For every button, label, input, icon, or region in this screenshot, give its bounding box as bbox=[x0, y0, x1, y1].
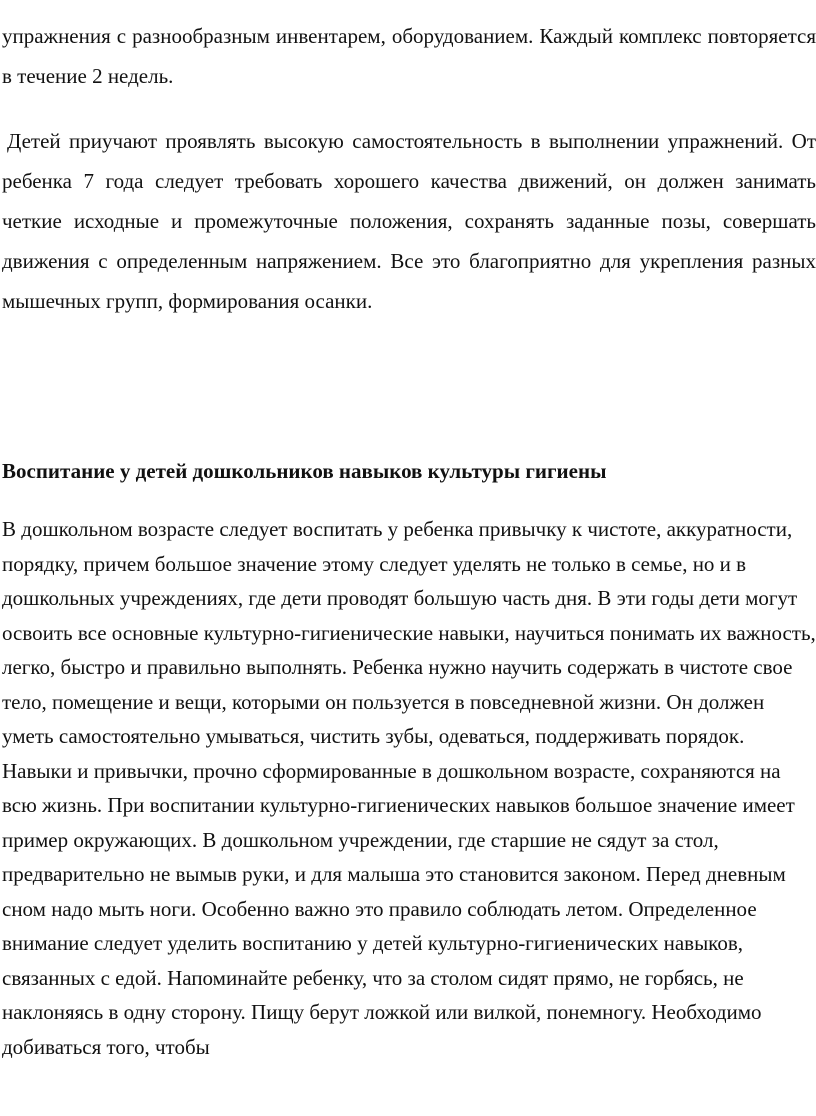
paragraph-independence: Детей приучают проявлять высокую самостоятельность в выполнении упражнений. От ребенка 7 года следует требовать хорошего качества движений, он должен занимать четкие исходные и промежуточные положения, сохранять заданные позы, совершать движения с определенным напряжением. Все это благоприятно для укрепления разных мышечных групп, формирования осанки. bbox=[2, 129, 816, 313]
paragraph-hygiene-skills: В дошкольном возрасте следует воспитать у ребенка привычку к чистоте, аккуратности, порядку, причем большое значение этому следует уделять не только в семье, но и в дошкольных учреждениях, где дети проводят большую часть дня. В эти годы дети могут освоить все основные культурно-гигиенические навыки, научиться понимать их важность, легко, быстро и правильно выполнять. Ребенка нужно научить содержать в чистоте свое тело, помещение и вещи, которыми он пользуется в повседневной жизни. Он должен уметь самостоятельно умываться, чистить зубы, одеваться, поддерживать порядок. Навыки и привычки, прочно сформированные в дошкольном возрасте, сохраняются на всю жизнь. При воспитании культурно-гигиенических навыков большое значение имеет пример окружающих. В дошкольном учреждении, где старшие не сядут за стол, предварительно не вымыв руки, и для малыша это становится законом. Перед дневным сном надо мыть ноги. Особенно важно это правило соблюдать летом. Определенное внимание следует уделить воспитанию у детей культурно-гигиенических навыков, связанных с едой. Напоминайте ребенку, что за столом сидят прямо, не горбясь, не наклоняясь в одну сторону. Пищу берут ложкой или вилкой, понемногу. Необходимо добиваться того, чтобы bbox=[2, 517, 816, 1059]
section-heading: Воспитание у детей дошкольников навыков культуры гигиены bbox=[2, 459, 607, 483]
paragraph-exercise-complexes: упражнения с разнообразным инвентарем, оборудованием. Каждый комплекс повторяется в течение 2 недель. bbox=[2, 24, 816, 88]
